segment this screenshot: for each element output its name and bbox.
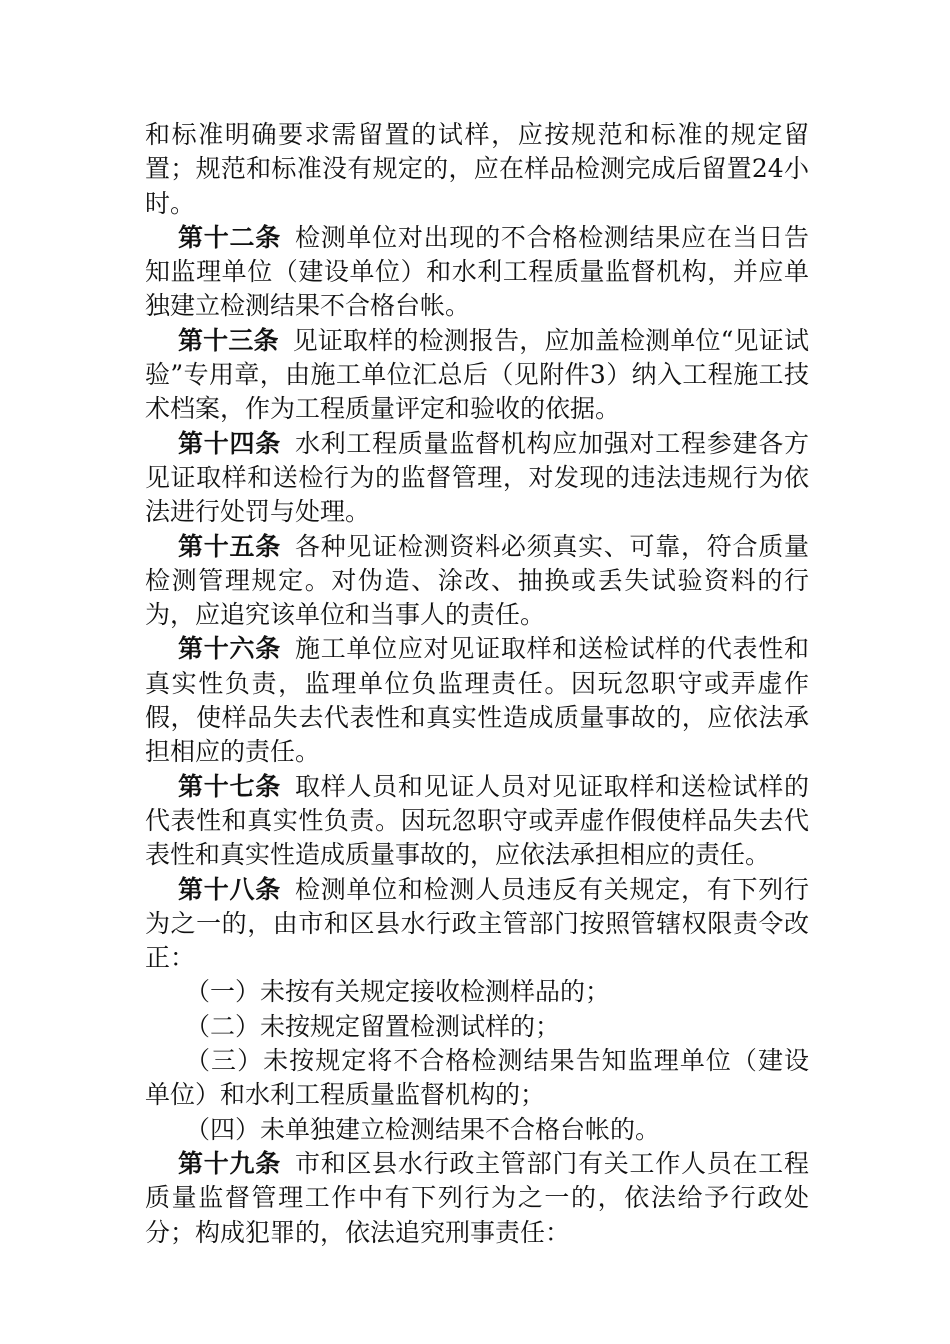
- intro-paragraph: 和标准明确要求需留置的试样，应按规范和标准的规定留置；规范和标准没有规定的，应在样品检测完成后留置24小时。: [145, 120, 809, 218]
- article-18: [145, 873, 809, 976]
- article-14: [145, 427, 809, 530]
- article-14-title: 第十四条: [178, 428, 281, 458]
- article-14-text: 水利工程质量监督机构应加强对工程参建各方见证取样和送检行为的监督管理，对发现的违法违规行为依法进行处罚与处理。: [145, 428, 809, 527]
- article-18-title: 第十八条: [178, 874, 281, 904]
- article-17-text: 取样人员和见证人员对见证取样和送检试样的代表性和真实性负责。因玩忽职守或弄虚作假使样品失去代表性和真实性造成质量事故的，应依法承担相应的责任。: [145, 771, 809, 870]
- article-19: [145, 1147, 809, 1250]
- article-18-item-1: （一）未按有关规定接收检测样品的；: [185, 977, 611, 1007]
- article-16: [145, 632, 809, 769]
- article-12: [145, 221, 809, 324]
- article-13: [145, 324, 809, 427]
- article-13-title: 第十三条: [178, 325, 279, 355]
- article-12-title: 第十二条: [178, 222, 281, 252]
- article-19-title: 第十九条: [178, 1148, 281, 1178]
- article-12-text: 检测单位对出现的不合格检测结果应在当日告知监理单位（建设单位）和水利工程质量监督机构，并应单独建立检测结果不合格台帐。: [145, 222, 809, 321]
- article-15: [145, 530, 809, 633]
- article-15-text: 各种见证检测资料必须真实、可靠，符合质量检测管理规定。对伪造、涂改、抽换或丢失试验资料的行为，应追究该单位和当事人的责任。: [145, 531, 809, 630]
- document-page: [145, 118, 809, 1250]
- article-16-text: 施工单位应对见证取样和送检试样的代表性和真实性负责，监理单位负监理责任。因玩忽职守或弄虚作假，使样品失去代表性和真实性造成质量事故的，应依法承担相应的责任。: [145, 634, 809, 767]
- article-15-title: 第十五条: [178, 531, 281, 561]
- article-17: [145, 770, 809, 873]
- article-16-title: 第十六条: [178, 634, 281, 664]
- article-18-item-3: （三）未按规定将不合格检测结果告知监理单位（建设单位）和水利工程质量监督机构的；: [145, 1046, 809, 1110]
- article-18-item-4: （四）未单独建立检测结果不合格台帐的。: [185, 1114, 661, 1144]
- article-17-title: 第十七条: [178, 771, 281, 801]
- article-18-text: 检测单位和检测人员违反有关规定，有下列行为之一的，由市和区县水行政主管部门按照管辖权限责令改正：: [145, 874, 809, 973]
- article-19-text: 市和区县水行政主管部门有关工作人员在工程质量监督管理工作中有下列行为之一的，依法给予行政处分；构成犯罪的，依法追究刑事责任：: [145, 1148, 809, 1247]
- article-18-item-2: （二）未按规定留置检测试样的；: [185, 1011, 561, 1041]
- article-13-text: 见证取样的检测报告，应加盖检测单位“见证试验”专用章，由施工单位汇总后（见附件3）纳入工程施工技术档案，作为工程质量评定和验收的依据。: [145, 325, 809, 424]
